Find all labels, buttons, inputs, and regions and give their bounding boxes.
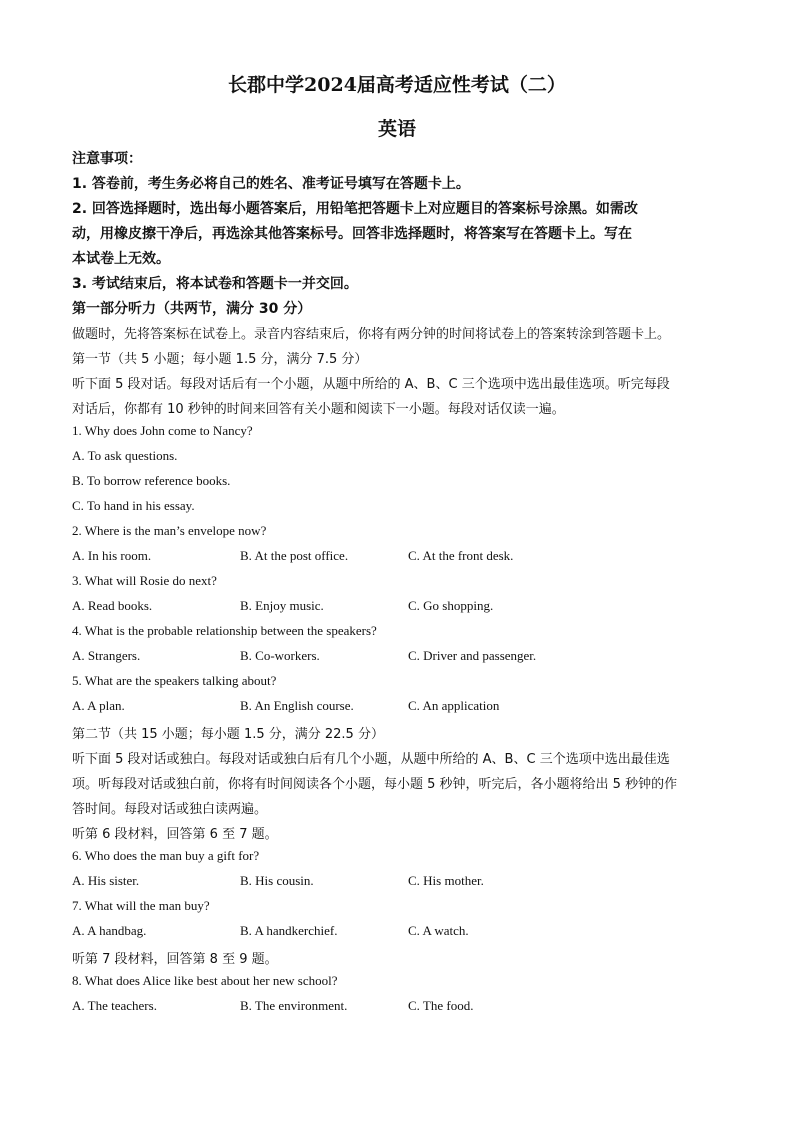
option-6c: C. His mother. — [408, 873, 484, 888]
option-1b: B. To borrow reference books. — [72, 473, 231, 488]
option-4c: C. Driver and passenger. — [408, 648, 537, 663]
section1-heading: 第一节（共 5 小题；每小题 1.5 分，满分 7.5 分） — [72, 352, 368, 367]
question-8: 8. What does Alice like best about her new school? — [72, 973, 338, 988]
option-2c: C. At the front desk. — [408, 548, 514, 563]
question-6: 6. Who does the man buy a gift for? — [72, 848, 260, 863]
question-4: 4. What is the probable relationship between the speakers? — [72, 623, 377, 638]
section1-instruction: 听下面 5 段对话。每段对话后有一个小题，从题中所给的 A、B、C 三个选项中选出最佳选项。听完每段 — [72, 377, 670, 392]
question-1: 1. Why does John come to Nancy? — [72, 423, 253, 438]
notice-item: 3. 考试结束后，将本试卷和答题卡一并交回。 — [72, 276, 358, 292]
notice-item: 1. 答卷前，考生务必将自己的姓名、准考证号填写在答题卡上。 — [72, 176, 470, 192]
exam-title: 长郡中学2024届高考适应性考试（二） — [228, 74, 566, 96]
material-7-label: 听第 7 段材料，回答第 8 至 9 题。 — [72, 952, 278, 967]
option-7b: B. A handkerchief. — [240, 923, 338, 938]
option-3c: C. Go shopping. — [408, 598, 494, 613]
part1-heading: 第一部分听力（共两节，满分 30 分） — [72, 301, 312, 317]
option-5b: B. An English course. — [240, 698, 354, 713]
part1-intro: 做题时，先将答案标在试卷上。录音内容结束后，你将有两分钟的时间将试卷上的答案转涂到答题卡上。 — [72, 327, 671, 342]
material-6-label: 听第 6 段材料，回答第 6 至 7 题。 — [72, 827, 278, 842]
question-5: 5. What are the speakers talking about? — [72, 673, 277, 688]
option-1c: C. To hand in his essay. — [72, 498, 195, 513]
notice-item: 2. 回答选择题时，选出每小题答案后，用铅笔把答题卡上对应题目的答案标号涂黑。如需改 — [72, 201, 638, 217]
section2-instruction: 答时间。每段对话或独白读两遍。 — [72, 802, 268, 817]
notice-heading: 注意事项： — [72, 151, 142, 167]
option-8a: A. The teachers. — [72, 998, 157, 1013]
question-3: 3. What will Rosie do next? — [72, 573, 217, 588]
option-3a: A. Read books. — [72, 598, 153, 613]
option-7a: A. A handbag. — [72, 923, 147, 938]
notice-item: 动，用橡皮擦干净后，再选涂其他答案标号。回答非选择题时，将答案写在答题卡上。写在 — [72, 226, 632, 242]
option-4b: B. Co-workers. — [240, 648, 320, 663]
option-8c: C. The food. — [408, 998, 474, 1013]
option-6a: A. His sister. — [72, 873, 140, 888]
option-4a: A. Strangers. — [72, 648, 141, 663]
question-7: 7. What will the man buy? — [72, 898, 210, 913]
question-2: 2. Where is the man’s envelope now? — [72, 523, 267, 538]
option-6b: B. His cousin. — [240, 873, 314, 888]
option-1a: A. To ask questions. — [72, 448, 178, 463]
option-8b: B. The environment. — [240, 998, 348, 1013]
subject-title: 英语 — [377, 118, 416, 140]
option-7c: C. A watch. — [408, 923, 469, 938]
option-2b: B. At the post office. — [240, 548, 349, 563]
option-2a: A. In his room. — [72, 548, 152, 563]
section2-instruction: 听下面 5 段对话或独白。每段对话或独白后有几个小题，从题中所给的 A、B、C 三个选项中选出最佳选 — [72, 752, 670, 767]
option-5c: C. An application — [408, 698, 500, 713]
section2-instruction: 项。听每段对话或独白前，你将有时间阅读各个小题，每小题 5 秒钟，听完后，各小题将给出 5 秒钟的作 — [72, 777, 678, 792]
section2-heading: 第二节（共 15 小题；每小题 1.5 分，满分 22.5 分） — [72, 727, 384, 742]
option-3b: B. Enjoy music. — [240, 598, 324, 613]
section1-instruction: 对话后，你都有 10 秒钟的时间来回答有关小题和阅读下一小题。每段对话仅读一遍。 — [72, 402, 565, 417]
option-5a: A. A plan. — [72, 698, 125, 713]
notice-item: 本试卷上无效。 — [72, 251, 170, 267]
